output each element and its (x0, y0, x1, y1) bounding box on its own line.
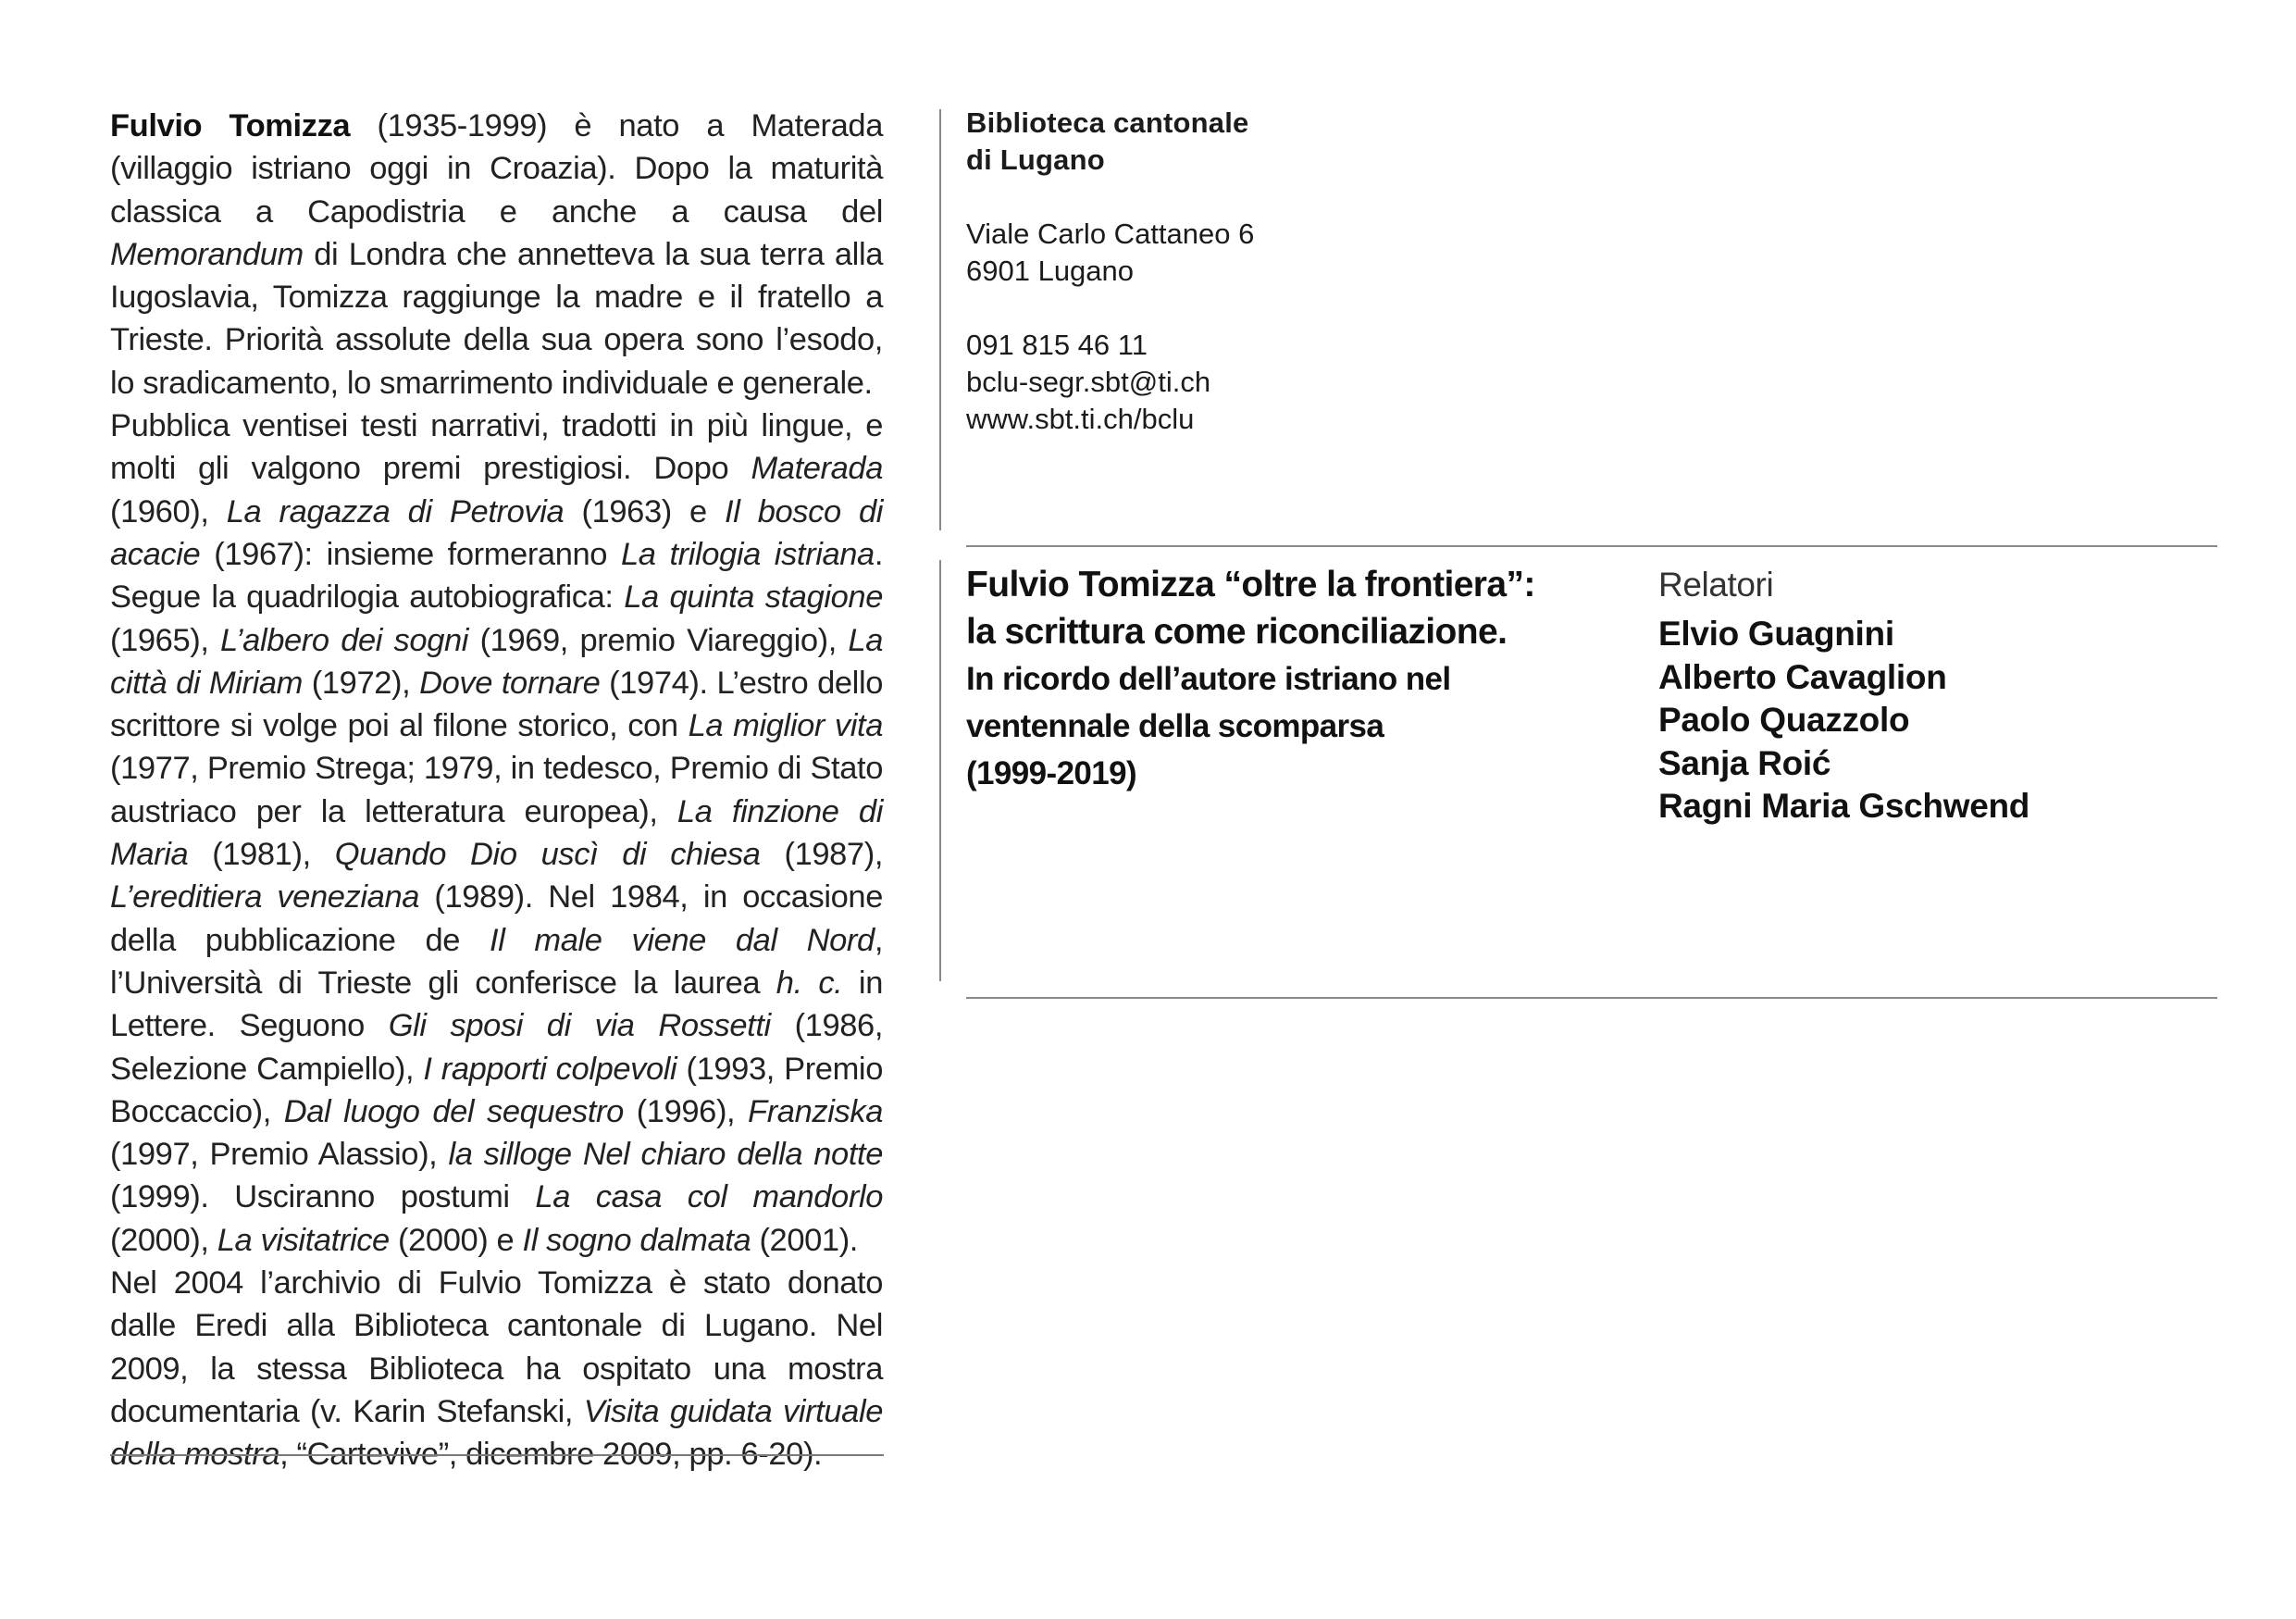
speaker-name: Alberto Cavaglion (1658, 657, 1947, 696)
library-website[interactable]: www.sbt.ti.ch/bclu (966, 403, 1195, 435)
speaker-name: Sanja Roić (1658, 743, 1831, 782)
author-name: Fulvio Tomizza (110, 108, 351, 143)
speaker-name: Ragni Maria Gschwend (1658, 787, 2030, 825)
event-subtitle-line-3: (1999-2019) (966, 755, 1137, 791)
speaker-name: Elvio Guagnini (1658, 615, 1894, 653)
library-contact (966, 105, 1429, 438)
library-phone: 091 815 46 11 (966, 329, 1148, 361)
event-subtitle-line-2: ventennale della scomparsa (966, 708, 1384, 744)
event-title-line-1: Fulvio Tomizza “oltre la frontiera”: (966, 565, 1535, 604)
library-name-line-1: Biblioteca cantonale (966, 106, 1249, 139)
bio-paragraph-2: Pubblica ventisei testi narrativi, tradotti in più lingue, e molti gli valgono premi prestigiosi. Dopo Materada (1960), La ragazza di Petrovia (1963) e Il bosco di acacie (1967): insieme formeranno La trilogia istriana. Segue la quadrilogia autobiografica: La quinta stagione (1965), L’albero dei sogni (1969, premio Viareggio), La città di Miriam (1972), Dove tornare (1974). L’estro dello scrittore si volge poi al filone storico, con La miglior vita (1977, Premio Strega; 1979, in tedesco, Premio di Stato austriaco per la letteratura europea), La finzione di Maria (1981), Quando Dio uscì di chiesa (1987), L’ereditiera veneziana (1989). Nel 1984, in occasione della pubblicazione de Il male viene dal Nord, l’Università di Trieste gli conferisce la laurea h. c. in Lettere. Seguono Gli sposi di via Rossetti (1986, Selezione Campiello), I rapporti colpevoli (1993, Premio Boccaccio), Dal luogo del sequestro (1996), Franziska (1997, Premio Alassio), la silloge Nel chiaro della notte (1999). Usciranno postumi La casa col mandorlo (2000), La visitatrice (2000) e Il sogno dalmata (2001). (110, 408, 884, 1258)
event-title-line-2: la scrittura come riconciliazione. (966, 612, 1508, 652)
bio-bottom-divider (110, 1454, 884, 1456)
library-street: Viale Carlo Cattaneo 6 (966, 218, 1255, 250)
library-email[interactable]: bclu-segr.sbt@ti.ch (966, 366, 1211, 398)
vertical-divider-upper (939, 109, 941, 530)
event-subtitle-line-1: In ricordo dell’autore istriano nel (966, 661, 1451, 697)
biography-text (110, 105, 883, 1476)
bio-paragraph-3: Nel 2004 l’archivio di Fulvio Tomizza è stato donato dalle Eredi alla Biblioteca cantonale di Lugano. Nel 2009, la stessa Biblioteca ha ospitato una mostra documentaria (v. Karin Stefanski, Visita guidata virtuale della mostra, “Cartevive”, dicembre 2009, pp. 6-20). (110, 1265, 883, 1473)
speakers-label: Relatori (1658, 566, 1774, 604)
library-city: 6901 Lugano (966, 255, 1135, 287)
event-bottom-divider (966, 997, 2217, 999)
speakers-list (1658, 613, 2214, 828)
event-title-block (966, 561, 1614, 797)
event-top-divider (966, 545, 2217, 547)
speaker-name: Paolo Quazzolo (1658, 701, 1910, 739)
speakers-block (1658, 561, 2214, 828)
bio-paragraph-1: Fulvio Tomizza (1935-1999) è nato a Materada (villaggio istriano oggi in Croazia). Dopo la maturità classica a Capodistria e anche a causa del Memorandum di Londra che annetteva la sua terra alla Iugoslavia, Tomizza raggiunge la madre e il fratello a Trieste. Priorità assolute della sua opera sono l’esodo, lo sradicamento, lo smarrimento individuale e generale. (110, 108, 883, 401)
library-name-line-2: di Lugano (966, 143, 1105, 176)
vertical-divider-lower (939, 560, 941, 981)
